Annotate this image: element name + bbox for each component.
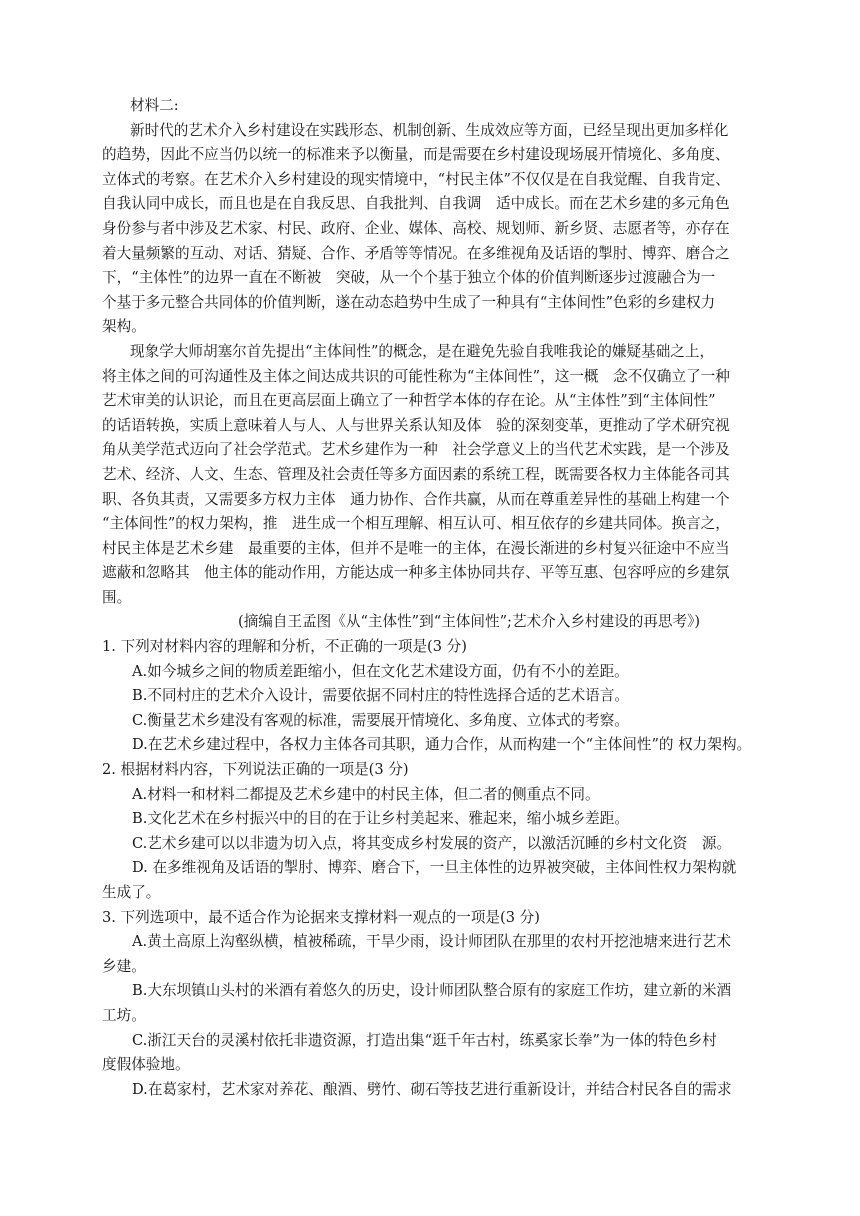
option-c: C.浙江天台的灵溪村依托非遗资源，打造出集“逛千年古村，练奚家长拳”为一体的特色乡村 <box>132 1031 717 1049</box>
paragraph-line: 的话语转换，实质上意味着人与人、人与世界关系认知及体 验的深刻变革，更推动了学术研究视 <box>102 416 730 434</box>
paragraph-line: 着大量频繁的互动、对话、猜疑、合作、矛盾等等情况。在多维视角及话语的掣肘、博弈、磨合之 <box>102 244 730 262</box>
option-a: A.材料一和材料二都提及艺术乡建中的村民主体，但二者的侧重点不同。 <box>132 785 600 803</box>
option-b: B.不同村庄的艺术介入设计，需要依据不同村庄的特性选择合适的艺术语言。 <box>132 687 629 705</box>
option-d: D.在葛家村，艺术家对养花、酿酒、劈竹、砌石等技艺进行重新设计，并结合村民各自的需求 <box>132 1080 732 1098</box>
paragraph-line: 艺术、经济、人文、生态、管理及社会责任等多方面因素的系统工程，既需要各权力主体能各司其 <box>102 465 730 483</box>
option-c: C.艺术乡建可以以非遗为切入点，将其变成乡村发展的资产，以激活沉睡的乡村文化资 源。 <box>132 834 732 852</box>
paragraph-line: 的趋势，因此不应当仍以统一的标准来予以衡量，而是需要在乡村建设现场展开情境化、多角度、 <box>102 146 730 164</box>
option-d: D. 在多维视角及话语的掣肘、博弈、磨合下，一旦主体性的边界被突破，主体间性权力架构就 <box>132 859 737 877</box>
paragraph-line: 立体式的考察。在艺术介入乡村建设的现实情境中，“村民主体”不仅仅是在自我觉醒、自我肯定、 <box>102 170 730 188</box>
paragraph-line: 新时代的艺术介入乡村建设在实践形态、机制创新、生成效应等方面，已经呈现出更加多样化 <box>130 121 729 139</box>
paragraph-line: 架构。 <box>102 318 146 336</box>
paragraph-line: 角从美学范式迈向了社会学范式。艺术乡建作为一种 社会学意义上的当代艺术实践，是一个涉及 <box>102 441 730 459</box>
question-3 <box>102 906 766 1103</box>
question-2 <box>102 758 766 906</box>
paragraph-2 <box>102 340 766 611</box>
option-b: B.大东坝镇山头村的米酒有着悠久的历史，设计师团队整合原有的家庭工作坊，建立新的米酒 <box>132 982 732 1000</box>
paragraph-line: 下，“主体性”的边界一直在不断被 突破，从一个个基于独立个体的价值判断逐步过渡融合为一 <box>102 269 716 287</box>
option-c: C.衡量艺术乡建没有客观的标准，需要展开情境化、多角度、立体式的考察。 <box>132 711 629 729</box>
paragraph-line: 围。 <box>102 588 132 606</box>
option-d-continued: 生成了。 <box>102 884 161 901</box>
option-b-continued: 工坊。 <box>102 1006 146 1024</box>
question-stem: 3. 下列选项中，最不适合作为论据来支撑材料一观点的一项是(3 分) <box>102 908 540 926</box>
question-stem: 1. 下列对材料内容的理解和分析，不正确的一项是(3 分) <box>102 638 467 656</box>
paragraph-line: 艺术审美的认识论，而且在更高层面上确立了一种哲学本体的存在论。从“主体性”到“主体间性” <box>102 392 716 410</box>
source-citation: (摘编自王孟图《从“主体性”到“主体间性”;艺术介入乡村建设的再思考》) <box>238 613 701 631</box>
paragraph-line: “主体间性”的权力架构，推 进生成一个相互理解、相互认可、相互依存的乡建共同体。换言之， <box>102 515 730 533</box>
paragraph-line: 将主体之间的可沟通性及主体之间达成共识的可能性称为“主体间性”，这一概 念不仅确立了一种 <box>102 367 730 385</box>
option-c-continued: 度假体验地。 <box>102 1056 190 1074</box>
paragraph-line: 个基于多元整合共同体的价值判断，遂在动态趋势中生成了一种具有“主体间性”色彩的乡建权力 <box>102 293 716 311</box>
option-a: A.如今城乡之间的物质差距缩小，但在文化艺术建设方面，仍有不小的差距。 <box>132 662 629 680</box>
paragraph-line: 自我认同中成长，而且也是在自我反思、自我批判、自我调 适中成长。而在艺术乡建的多元角色 <box>102 195 730 213</box>
option-a-continued: 乡建。 <box>102 957 146 975</box>
paragraph-line: 村民主体是艺术乡建 最重要的主体，但并不是唯一的主体，在漫长渐进的乡村复兴征途中不应当 <box>102 539 730 557</box>
option-b: B.文化艺术在乡村振兴中的目的在于让乡村美起来、雅起来，缩小城乡差距。 <box>132 810 629 828</box>
question-1 <box>102 635 766 758</box>
paragraph-1 <box>102 119 766 340</box>
material-heading: 材料二: <box>130 97 179 114</box>
option-a: A.黄土高原上沟壑纵横，植被稀疏，干旱少雨，设计师团队在那里的农村开挖池塘来进行艺术 <box>132 933 731 951</box>
paragraph-line: 遮蔽和忽略其 他主体的能动作用，方能达成一种多主体协同共存、平等互惠、包容呼应的乡建氛 <box>102 564 730 582</box>
question-stem: 2. 根据材料内容，下列说法正确的一项是(3 分) <box>102 761 409 779</box>
paragraph-line: 职、各负其责，又需要多方权力主体 通力协作、合作共赢，从而在尊重差异性的基础上构建一个 <box>102 490 730 508</box>
option-d: D.在艺术乡建过程中，各权力主体各司其职，通力合作，从而构建一个“主体间性”的 权力架构。 <box>132 736 752 754</box>
paragraph-line: 现象学大师胡塞尔首先提出“主体间性”的概念，是在避免先验自我唯我论的嫌疑基础之上， <box>130 342 715 360</box>
paragraph-line: 身份参与者中涉及艺术家、村民、政府、企业、媒体、高校、规划师、新乡贤、志愿者等，亦存在 <box>102 219 730 237</box>
